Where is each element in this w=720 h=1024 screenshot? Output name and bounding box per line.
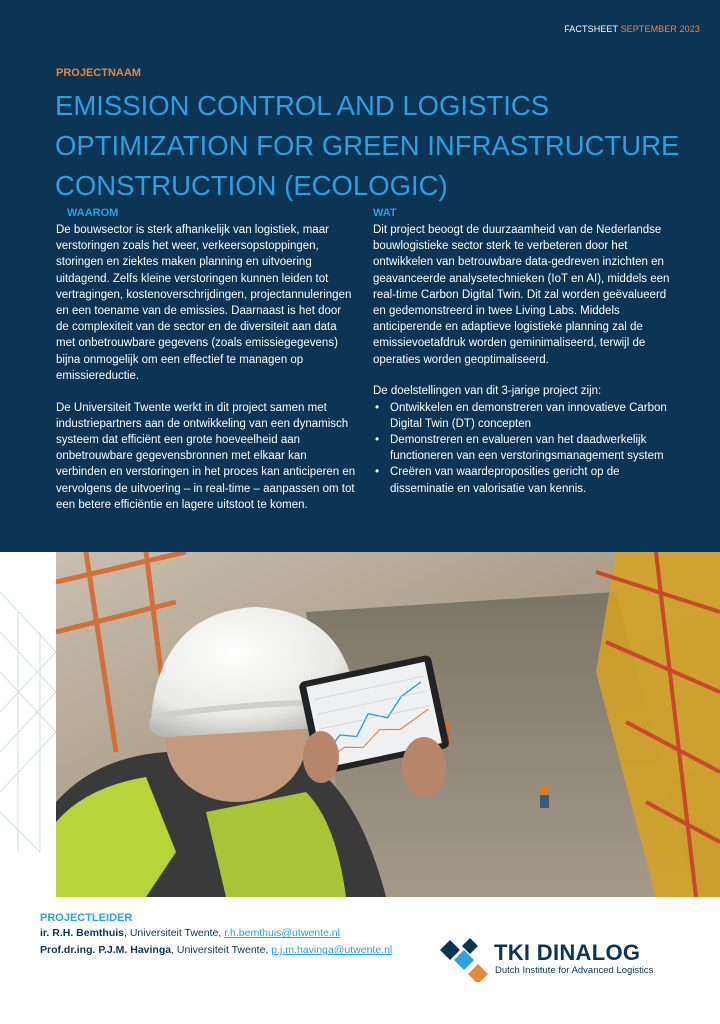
construction-scene [56, 552, 720, 897]
goals-list [373, 400, 673, 497]
goal-item: • Creëren van waardeproposities gericht op de disseminatie en valorisatie van kennis. [373, 464, 673, 496]
logo-subtitle: Dutch Institute for Advanced Logistics [495, 965, 654, 976]
leader-org: , Universiteit Twente, [124, 927, 225, 939]
projectleider-label: PROJECTLEIDER [40, 912, 133, 924]
leader-name: Prof.dr.ing. P.J.M. Havinga [40, 944, 172, 956]
leader-name: ir. R.H. Bemthuis [40, 927, 125, 939]
wat-goals-intro: De doelstellingen van dit 3-jarige project zijn: [373, 385, 602, 398]
wat-heading: WAT [373, 207, 397, 219]
page-title: EMISSION CONTROL AND LOGISTICS OPTIMIZATION FOR GREEN INFRASTRUCTURE CONSTRUCTION (ECOLOGIC) [55, 90, 680, 201]
factsheet-text: FACTSHEET [564, 24, 618, 34]
factsheet-date: SEPTEMBER 2023 [620, 24, 700, 34]
project-leader-2 [40, 944, 392, 956]
factsheet-label [564, 24, 700, 34]
project-leader-1 [40, 927, 340, 939]
wat-column [373, 222, 673, 497]
waarom-paragraph-1: De bouwsector is sterk afhankelijk van logistiek, maar verstoringen zoals het weer, verkeersopstoppingen, storingen en ziektes maken planning en uitvoering uitdagend. Zelfs kleine verstoringen kunnen leiden tot vertragingen, kostenoverschrijdingen, projectannuleringen en een toename van de emissies. Daarnaast is het door de complexiteit van de sector en de diversiteit aan data met onbetrouwbare gegevens (zoals emissiegegevens) bijna onmogelijk om een effectief te managen op emissiereductie. [56, 224, 352, 382]
waarom-paragraph-2: De Universiteit Twente werkt in dit project samen met industriepartners aan de ontwikkeling van een dynamisch systeem dat efficiënt een grote hoeveelheid aan onbetrouwbare gegevensbronnen met elkaar kan verbinden en verstoringen in het proces kan anticiperen en vervolgens de uitvoering – in real-time – aanpassen om tot een betere efficiëntie en lagere uitstoot te komen. [56, 401, 356, 511]
waarom-heading: WAAROM [67, 207, 119, 219]
tki-dinalog-logo [438, 932, 688, 982]
wat-paragraph-1: Dit project beoogt de duurzaamheid van de Nederlandse bouwlogistieke sector sterk te verbeteren door het ontwikkelen van betrouwbare data-gedreven inzichten en geavanceerde analysetechnieken (IoT en AI), middels een real-time Carbon Digital Twin. Dit zal worden geëvalueerd en gedemonstreerd in twee Living Labs. Middels anticiperende en adaptieve logistieke planning zal de emissievoetafdruk worden geminimaliseerd, terwijl de operaties worden geoptimaliseerd. [373, 224, 670, 366]
dinalog-mark-icon [438, 932, 490, 982]
leader-email-link[interactable]: r.h.bemthuis@utwente.nl [224, 927, 340, 939]
construction-photo [56, 552, 720, 897]
goal-item: • Demonstreren en evalueren van het daadwerkelijk functioneren van een verstoringsmanagement system [373, 432, 673, 464]
leader-email-link[interactable]: p.j.m.havinga@utwente.nl [271, 944, 393, 956]
project-label: PROJECTNAAM [56, 67, 141, 79]
leader-org: , Universiteit Twente, [171, 944, 272, 956]
waarom-column [56, 222, 356, 528]
logo-name: TKI DINALOG [494, 940, 641, 965]
goal-item: • Ontwikkelen en demonstreren van innovatieve Carbon Digital Twin (DT) concepten [373, 400, 673, 432]
